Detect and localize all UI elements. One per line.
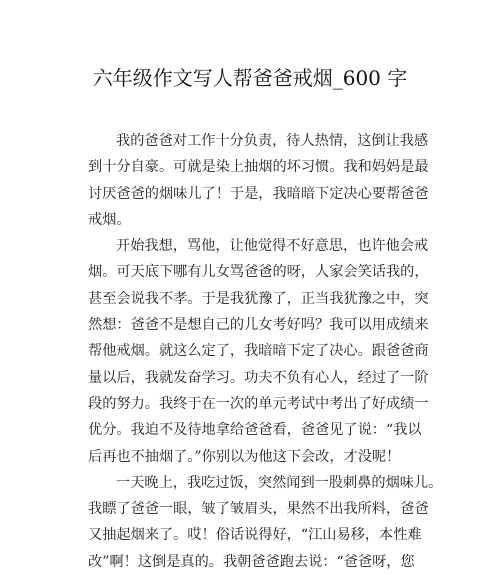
text-line: 甚至会说我不孝。于是我犹豫了，正当我犹豫之中，突 <box>88 290 429 307</box>
text-line: 量以后，我就发奋学习。功夫不负有心人，经过了一阶 <box>88 369 429 386</box>
text-line: 戒烟。 <box>88 211 131 228</box>
text-line: 段的努力。我终于在一次的单元考试中考出了好成绩一 <box>88 395 429 412</box>
text-line: 改”啊！这倒是真的。我朝爸爸跑去说：“爸爸呀，您 <box>88 553 415 570</box>
document-title: 六年级作文写人帮爸爸戒烟_600 字 <box>92 66 408 90</box>
text-line: 我的爸爸对工作十分负责，待人热情，这倒让我感 <box>116 133 429 149</box>
text-line: 然想：爸爸不是想自己的儿女考好吗？我可以用成绩来 <box>88 317 429 334</box>
text-line: 烟。可天底下哪有儿女骂爸爸的呀，人家会笑话我的， <box>88 264 429 281</box>
text-line: 后再也不抽烟了。”你别以为他这下会改，才没呢！ <box>88 448 401 465</box>
text-line: 又抽起烟来了。哎！俗话说得好，“江山易移，本性难 <box>88 527 422 544</box>
text-line: 优分。我迫不及待地拿给爸爸看，爸爸见了说：“我以 <box>88 422 422 439</box>
text-line: 帮他戒烟。就这么定了，我暗暗下定了决心。跟爸爸商 <box>88 343 429 360</box>
text-line: 讨厌爸爸的烟味儿了！于是，我暗暗下定决心要帮爸爸 <box>88 185 429 202</box>
text-line: 到十分自豪。可就是染上抽烟的坏习惯。我和妈妈是最 <box>88 159 429 176</box>
document-body <box>88 128 443 575</box>
text-line: 开始我想，骂他，让他觉得不好意思，也许他会戒 <box>116 238 429 255</box>
text-line: 我瞟了爸爸一眼，皱了皱眉头，果然不出我所料，爸爸 <box>88 501 429 518</box>
text-line: 一天晚上，我吃过饭，突然闻到一股刺鼻的烟味儿。 <box>116 474 443 491</box>
